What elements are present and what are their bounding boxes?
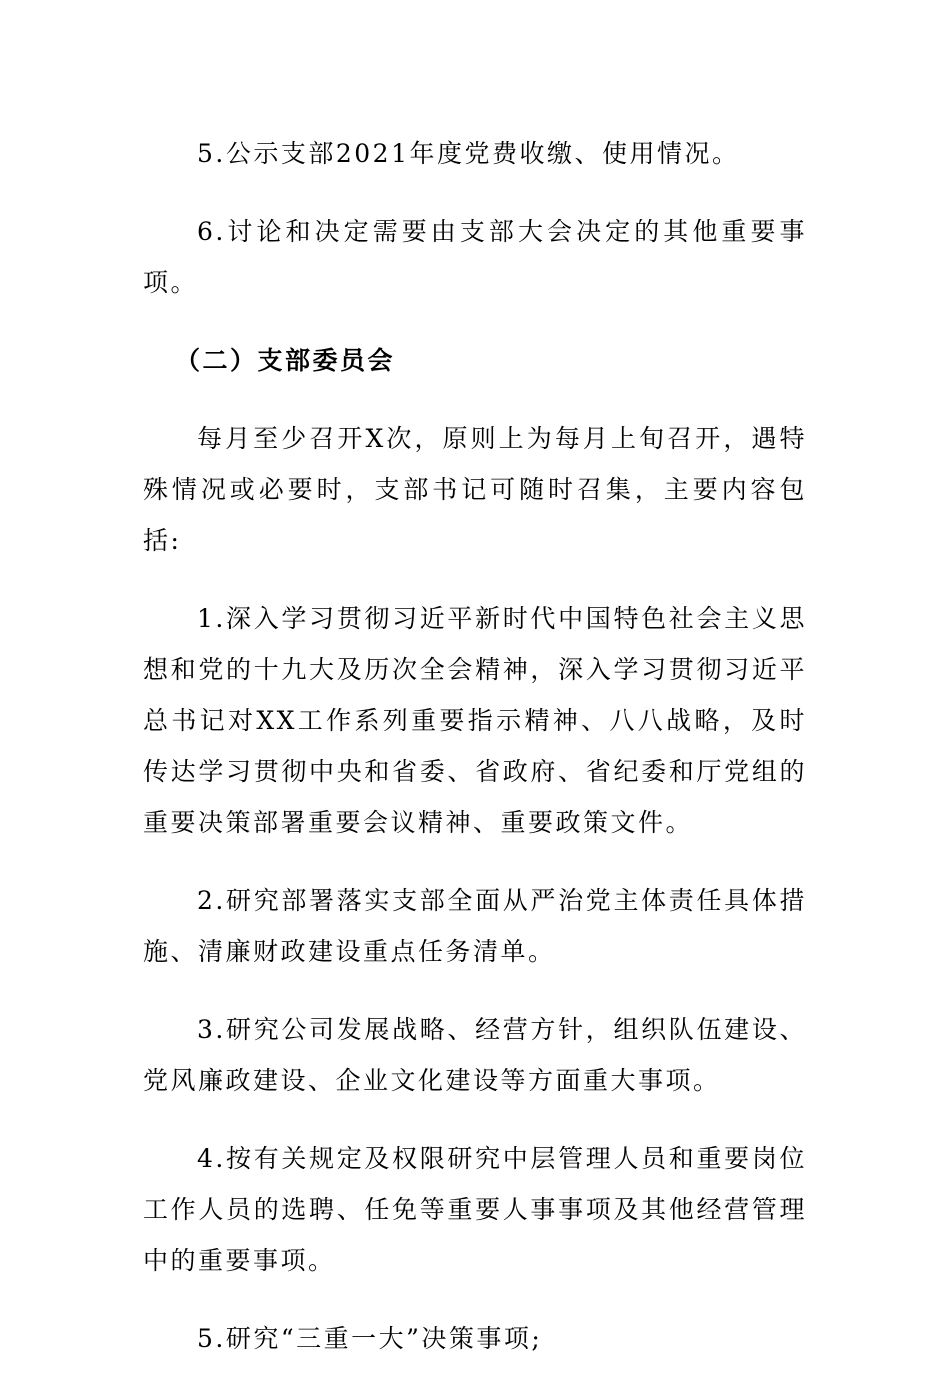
section-heading-branch-committee: （二）支部委员会 (175, 346, 396, 375)
paragraph-item-3-strategy: 3.研究公司发展战略、经营方针，组织队伍建设、党风廉政建设、企业文化建设等方面重大事项。 (143, 1015, 807, 1095)
paragraph-item-2-responsibility: 2.研究部署落实支部全面从严治党主体责任具体措施、清廉财政建设重点任务清单。 (143, 886, 807, 966)
paragraph-item-4-personnel: 4.按有关规定及权限研究中层管理人员和重要岗位工作人员的选聘、任免等重要人事事项及其他经营管理中的重要事项。 (143, 1144, 807, 1275)
paragraph-item-1-study: 1.深入学习贯彻习近平新时代中国特色社会主义思想和党的十九大及历次全会精神，深入学习贯彻习近平总书记对XX工作系列重要指示精神、八八战略，及时传达学习贯彻中央和省委、省政府、省纪委和厅党组的重要决策部署重要会议精神、重要政策文件。 (143, 604, 807, 837)
document-body (143, 128, 807, 1391)
paragraph-meeting-frequency: 每月至少召开X次，原则上为每月上旬召开，遇特殊情况或必要时，支部书记可随时召集，主要内容包括: (143, 424, 807, 555)
paragraph-item-5-decisions: 5.研究“三重一大”决策事项; (197, 1324, 543, 1353)
paragraph-item-6-other-matters: 6.讨论和决定需要由支部大会决定的其他重要事项。 (143, 217, 807, 297)
paragraph-item-5-party-dues: 5.公示支部2021年度党费收缴、使用情况。 (197, 139, 740, 168)
